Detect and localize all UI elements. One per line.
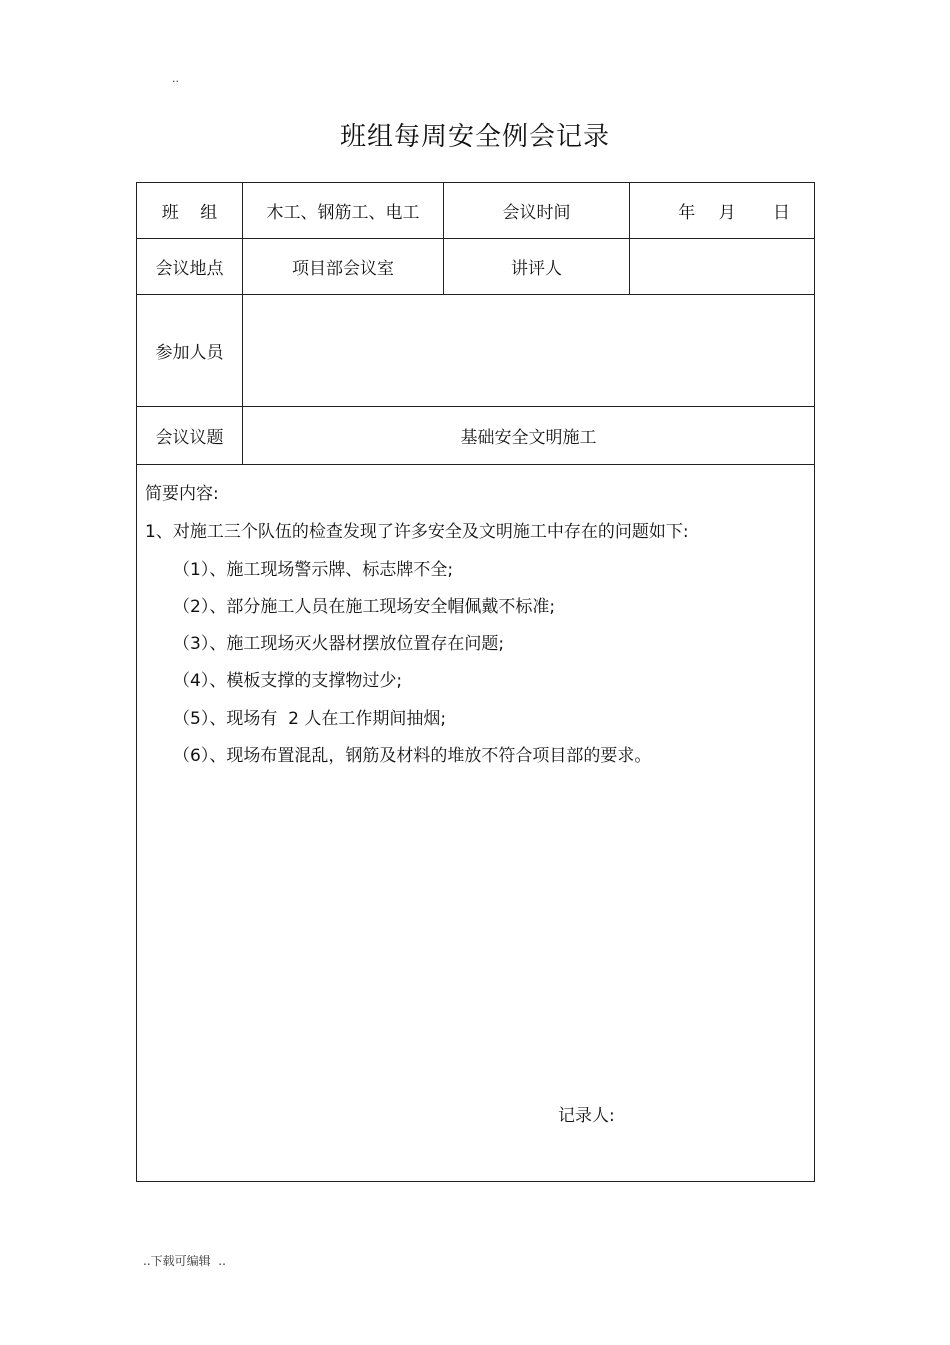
content-item-4: （4）、模板支撑的支撑物过少; [173, 671, 403, 691]
date-day: 日 [773, 203, 790, 223]
row-content [137, 465, 815, 1182]
content-heading: 简要内容: [145, 484, 219, 504]
row-location [137, 239, 815, 295]
topic-value: 基础安全文明施工 [243, 407, 815, 465]
page-title: 班组每周安全例会记录 [339, 122, 610, 152]
meeting-time-label: 会议时间 [444, 183, 630, 239]
meeting-record-table [136, 182, 815, 1182]
content-intro: 1、对施工三个队伍的检查发现了许多安全及文明施工中存在的问题如下: [145, 522, 689, 542]
footer-note: ..下载可编辑 .. [143, 1254, 226, 1268]
location-value: 项目部会议室 [243, 239, 444, 295]
content-item-1: （1）、施工现场警示牌、标志牌不全; [173, 560, 454, 580]
top-marker: .. [172, 72, 179, 85]
reviewer-value [630, 239, 815, 295]
row-topic [137, 407, 815, 465]
topic-label: 会议议题 [137, 407, 243, 465]
date-month: 月 [718, 203, 736, 223]
participants-label: 参加人员 [137, 295, 243, 407]
date-year: 年 [678, 203, 696, 223]
location-label: 会议地点 [137, 239, 243, 295]
recorder-label: 记录人: [558, 1106, 615, 1126]
content-cell [137, 465, 815, 1182]
content-item-2: （2）、部分施工人员在施工现场安全帽佩戴不标准; [173, 597, 556, 617]
content-item-5: （5）、现场有 2 人在工作期间抽烟; [173, 709, 447, 729]
team-value: 木工、钢筋工、电工 [243, 183, 444, 239]
content-item-6: （6）、现场布置混乱，钢筋及材料的堆放不符合项目部的要求。 [173, 746, 652, 766]
team-label: 班 组 [137, 183, 243, 239]
content-item-3: （3）、施工现场灭火器材摆放位置存在问题; [173, 634, 505, 654]
row-participants [137, 295, 815, 407]
reviewer-label: 讲评人 [444, 239, 630, 295]
participants-value [243, 295, 815, 407]
meeting-date-cell [630, 183, 815, 239]
row-team [137, 183, 815, 239]
